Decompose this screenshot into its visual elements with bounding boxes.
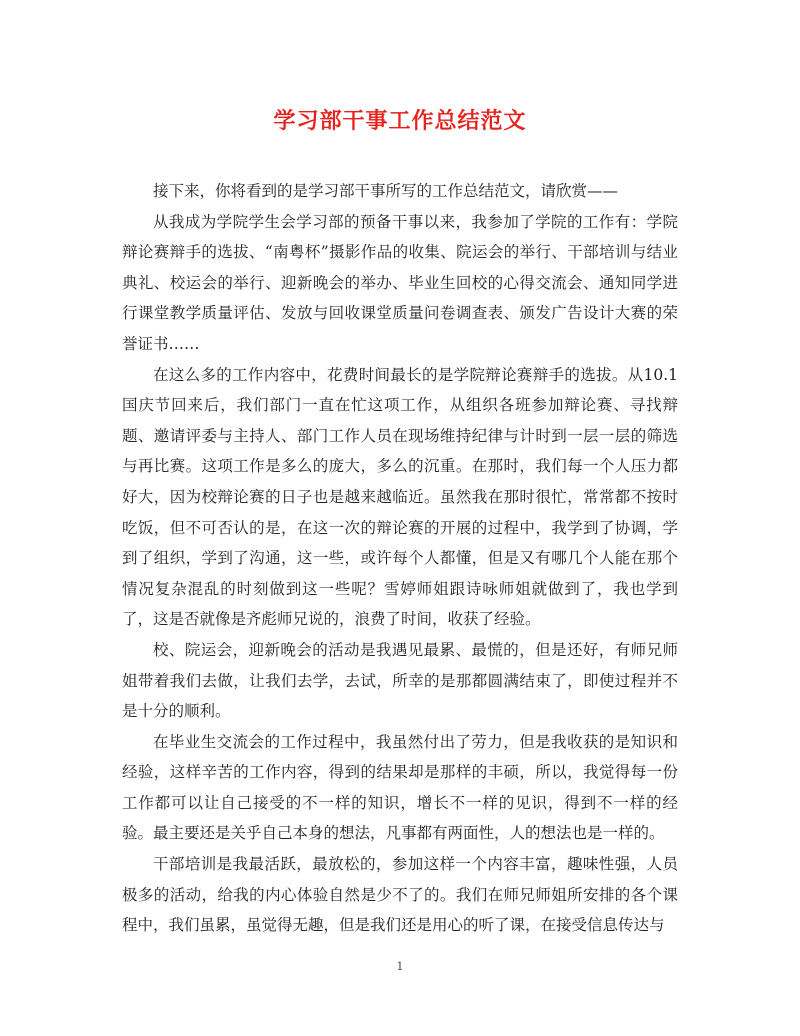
page-number: 1 — [396, 960, 404, 973]
paragraph: 校、院运会，迎新晚会的活动是我遇见最累、最慌的，但是还好，有师兄师姐带着我们去做，让我们去学，去试，所幸的是那都圆满结束了，即使过程并不是十分的顺利。 — [122, 640, 678, 721]
document-title: 学习部干事工作总结范文 — [273, 108, 527, 134]
paragraph: 在毕业生交流会的工作过程中，我虽然付出了劳力，但是我收获的是知识和经验，这样辛苦的工作内容，得到的结果却是那样的丰硕，所以，我觉得每一份工作都可以让自己接受的不一样的知识，增长不一样的见识，得到不一样的经验。最主要还是关乎自己本身的想法，凡事都有两面性，人的想法也是一样的。 — [122, 732, 678, 843]
paragraph: 干部培训是我最活跃，最放松的，参加这样一个内容丰富，趣味性强，人员极多的活动，给我的内心体验自然是少不了的。我们在师兄师姐所安排的各个课程中，我们虽累，虽觉得无趣，但是我们还是用心的听了课，在接受信息传达与 — [122, 855, 678, 935]
paragraph: 从我成为学院学生会学习部的预备干事以来，我参加了学院的工作有：学院辩论赛辩手的选拔、“南粤杯”摄影作品的收集、院运会的举行、干部培训与结业典礼、校运会的举行、迎新晚会的举办、毕业生回校的心得交流会、通知同学进行课堂教学质量评估、发放与回收课堂质量问卷调查表、颁发广告设计大赛的荣誉证书…… — [122, 212, 678, 353]
paragraph: 接下来，你将看到的是学习部干事所写的工作总结范文，请欣赏—— — [153, 182, 619, 200]
document-body — [122, 176, 678, 941]
paragraph: 在这么多的工作内容中，花费时间最长的是学院辩论赛辩手的选拔。从10.1国庆节回来后，我们部门一直在忙这项工作，从组织各班参加辩论赛、寻找辩题、邀请评委与主持人、部门工作人员在现场维持纪律与计时到一层一层的筛选与再比赛。这项工作是多么的庞大，多么的沉重。在那时，我们每一个人压力都好大，因为校辩论赛的日子也是越来越临近。虽然我在那时很忙，常常都不按时吃饭，但不可否认的是，在这一次的辩论赛的开展的过程中，我学到了协调，学到了组织，学到了沟通，这一些，或许每个人都懂，但是又有哪几个人能在那个情况复杂混乱的时刻做到这一些呢？雪婷师姐跟诗咏师姐就做到了，我也学到了，这是否就像是齐彪师兄说的，浪费了时间，收获了经验。 — [122, 365, 678, 629]
